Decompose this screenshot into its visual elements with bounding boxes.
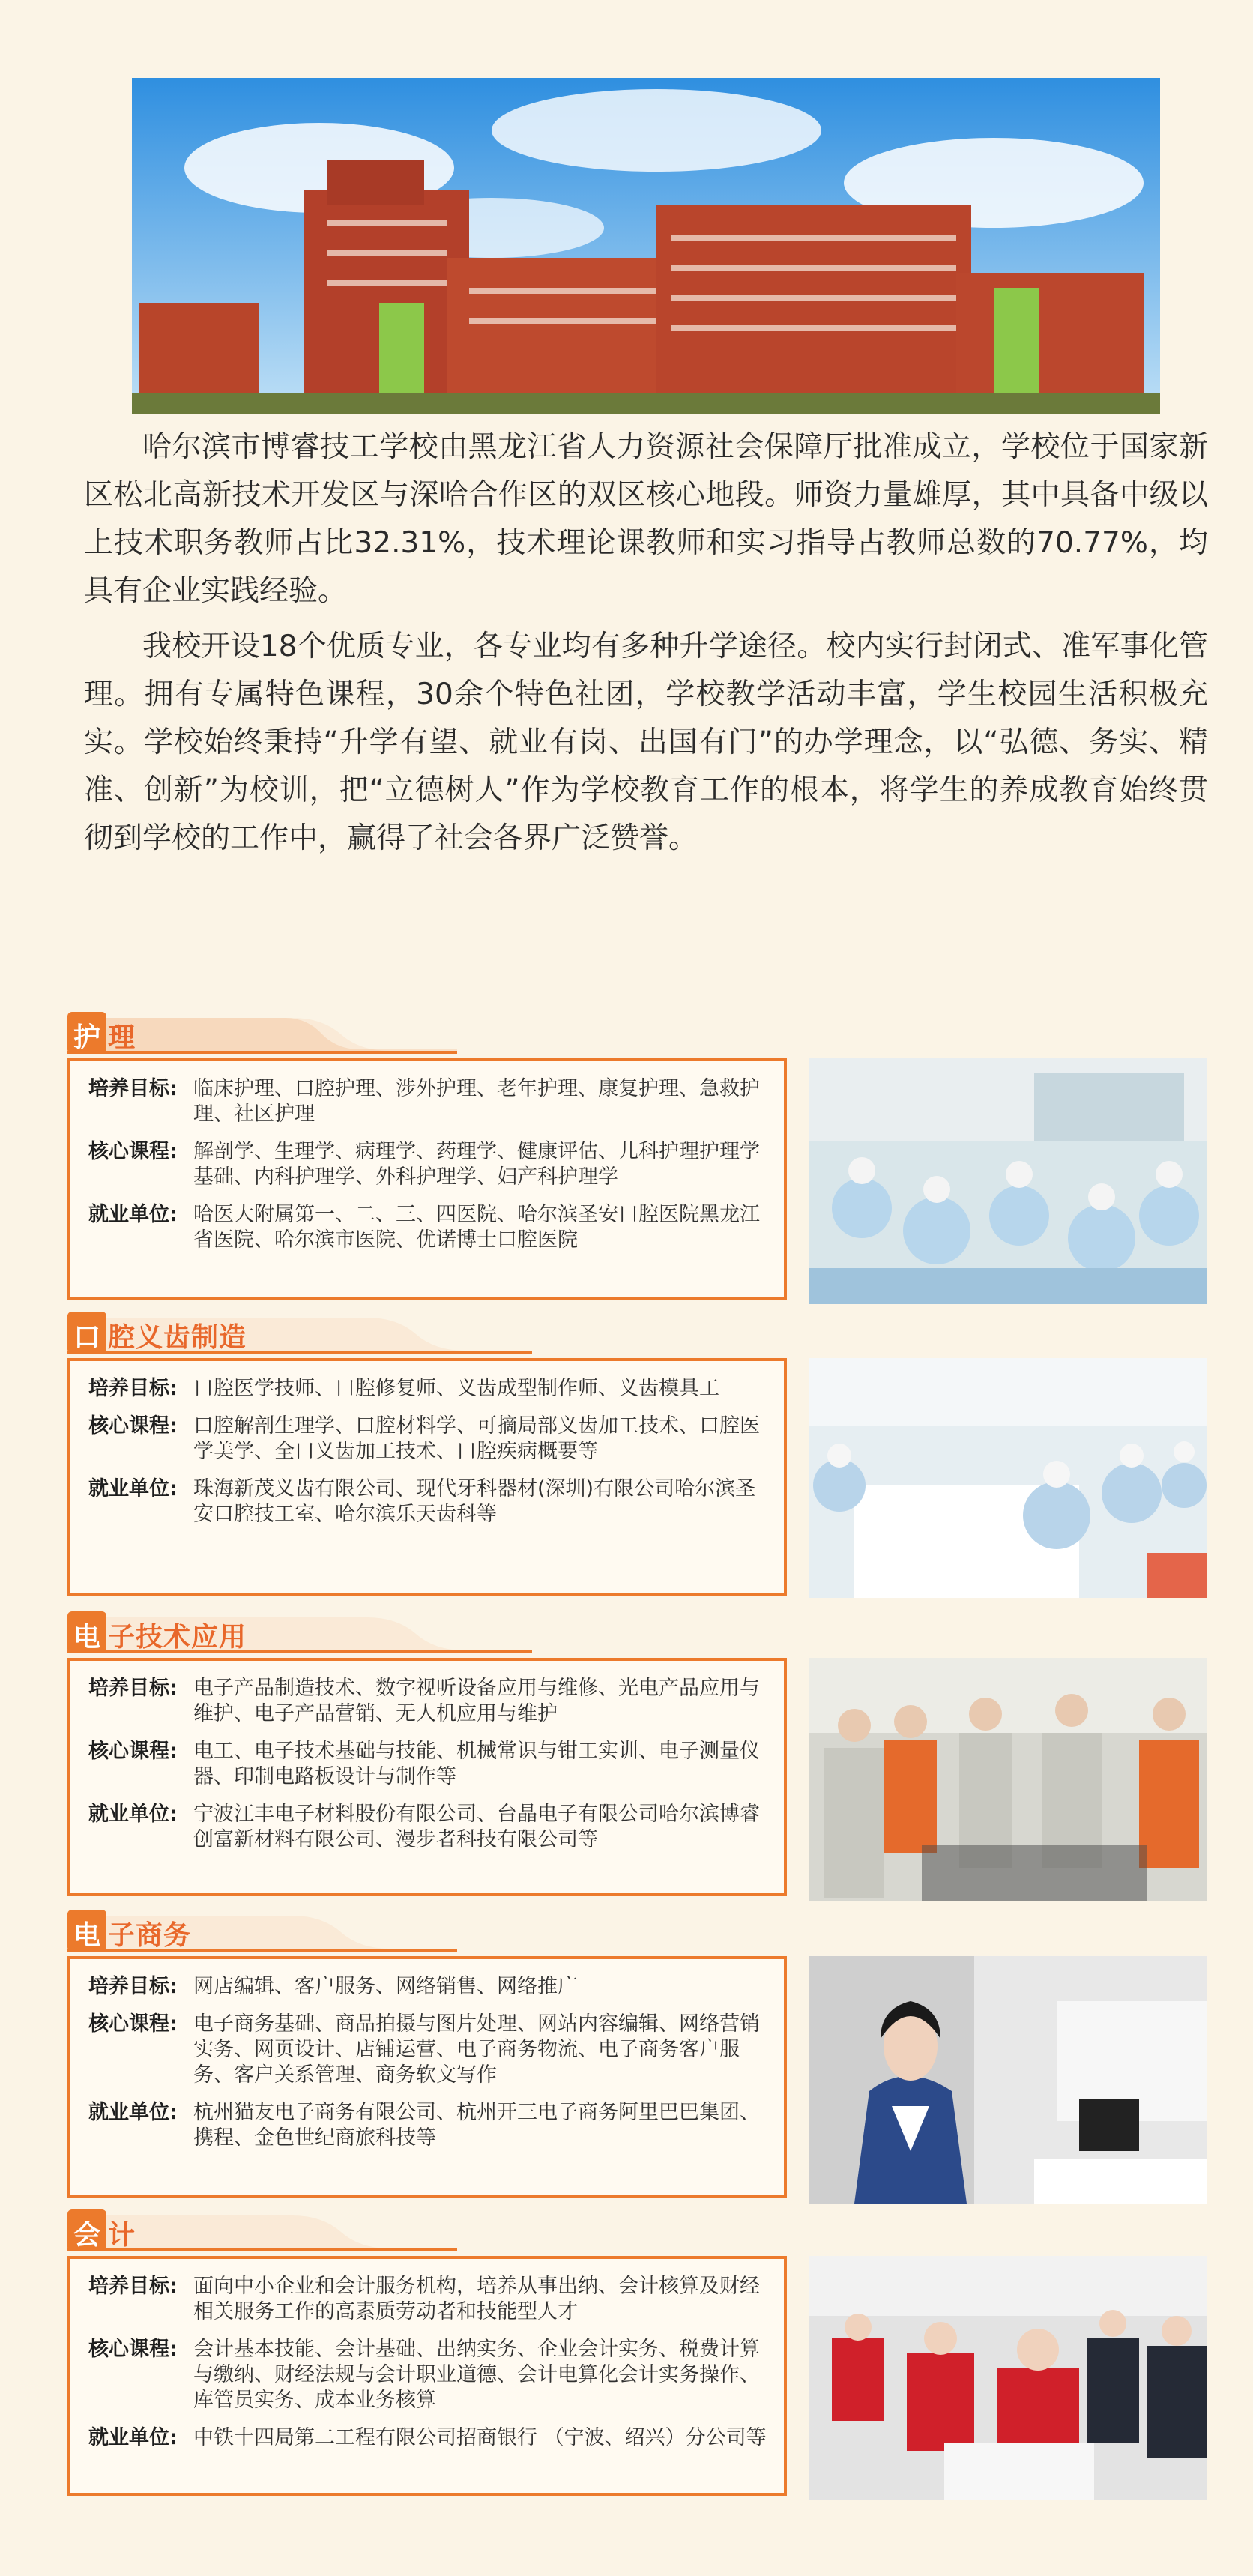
section-title: 会 计 xyxy=(73,2220,136,2251)
nursing-class-photo xyxy=(809,1058,1207,1304)
goal-row: 培养目标: 网店编辑、客户服务、网络销售、网络推广 xyxy=(88,1975,578,1998)
intro-paragraph-2: 我校开设18个优质专业，各专业均有多种升学途径。校内实行封闭式、准军事化管理。拥有专属特色课程，30余个特色社团，学校教学活动丰富，学生校园生活积极充实。学校始终秉持“升学有望、就业有岗、出国有门”的办学理念，以“弘德、务实、精准、创新”为校训，把“立德树人”作为学校教育工作的根本，将学生的养成教育始终贯彻到学校的工作中，赢得了社会各界广泛赞誉。 xyxy=(84,630,1208,855)
major-section-nursing xyxy=(67,1012,1207,1252)
course-row: 核心课程: 口腔解剖生理学、口腔材料学、可摘局部义齿加工技术、口腔医学美学、全口义齿加工技术、口腔疾病概要等 xyxy=(88,1414,760,1463)
course-row: 核心课程: 电子商务基础、商品拍摄与图片处理、网站内容编辑、网络营销实务、网页设计、店铺运营、电子商务物流、电子商务客户服务、客户关系管理、商务软文写作 xyxy=(88,2012,760,2087)
jobs-row: 就业单位: 珠海新茂义齿有限公司、现代牙科器材(深圳)有限公司哈尔滨圣安口腔技工室、哈尔滨乐天齿科等 xyxy=(88,1477,756,1526)
goal-row: 培养目标: 电子产品制造技术、数字视听设备应用与维修、光电产品应用与维护、电子产品营销、无人机应用与维护 xyxy=(88,1677,760,1725)
goal-row: 培养目标: 面向中小企业和会计服务机构，培养从事出纳、会计核算及财经相关服务工作的高素质劳动者和技能型人才 xyxy=(88,2275,760,2323)
course-row: 核心课程: 电工、电子技术基础与技能、机械常识与钳工实训、电子测量仪器、印制电路板设计与制作等 xyxy=(88,1740,760,1788)
section-tab xyxy=(67,1910,1207,1952)
accounting-class-photo xyxy=(809,2256,1207,2500)
section-tab xyxy=(67,1012,1207,1054)
section-title: 电 子商务 xyxy=(73,1920,192,1951)
major-info-box xyxy=(67,1058,787,1300)
section-tab xyxy=(67,2209,1207,2251)
jobs-row: 就业单位: 宁波江丰电子材料股份有限公司、台晶电子有限公司哈尔滨博睿创富新材料有限公司、漫步者科技有限公司等 xyxy=(88,1803,760,1851)
section-tab xyxy=(67,1611,1207,1653)
jobs-row: 就业单位: 中铁十四局第二工程有限公司招商银行 （宁波、绍兴）分公司等 xyxy=(88,2426,767,2449)
goal-row: 培养目标: 口腔医学技师、口腔修复师、义齿成型制作师、义齿模具工 xyxy=(88,1377,719,1400)
section-tab xyxy=(67,1312,1207,1354)
ecommerce-office-photo xyxy=(809,1956,1207,2204)
goal-row: 培养目标: 临床护理、口腔护理、涉外护理、老年护理、康复护理、急救护理、社区护理 xyxy=(88,1077,760,1126)
major-info-box xyxy=(67,2256,787,2496)
course-row: 核心课程: 解剖学、生理学、病理学、药理学、健康评估、儿科护理护理学基础、内科护理学、外科护理学、妇产科护理学 xyxy=(88,1140,760,1189)
major-section-dental xyxy=(67,1312,1207,1526)
section-title: 护 理 xyxy=(73,1022,136,1053)
school-introduction xyxy=(84,423,1208,870)
section-title: 电 子技术应用 xyxy=(73,1622,247,1653)
major-info-box xyxy=(67,1956,787,2198)
electronics-workshop-photo xyxy=(809,1658,1207,1901)
major-info-box xyxy=(67,1658,787,1896)
campus-photo xyxy=(132,78,1160,414)
jobs-row: 就业单位: 哈医大附属第一、二、三、四医院、哈尔滨圣安口腔医院黑龙江省医院、哈尔滨市医院、优诺博士口腔医院 xyxy=(88,1203,760,1252)
major-section-accounting xyxy=(67,2209,1207,2449)
course-row: 核心课程: 会计基本技能、会计基础、出纳实务、企业会计实务、税费计算与缴纳、财经法规与会计职业道德、会计电算化会计实务操作、库管员实务、成本业务核算 xyxy=(88,2338,760,2412)
intro-paragraph-1: 哈尔滨市博睿技工学校由黑龙江省人力资源社会保障厅批准成立，学校位于国家新区松北高新技术开发区与深哈合作区的双区核心地段。师资力量雄厚，其中具备中级以上技术职务教师占比32.31%，技术理论课教师和实习指导占教师总数的70.77%，均具有企业实践经验。 xyxy=(84,430,1208,608)
major-section-ecommerce xyxy=(67,1910,1207,2150)
major-info-box xyxy=(67,1358,787,1596)
jobs-row: 就业单位: 杭州猫友电子商务有限公司、杭州开三电子商务阿里巴巴集团、携程、金色世纪商旅科技等 xyxy=(88,2101,760,2150)
major-section-electronics xyxy=(67,1611,1207,1851)
section-title: 口 腔义齿制造 xyxy=(73,1322,247,1353)
dental-lab-photo xyxy=(809,1358,1207,1598)
